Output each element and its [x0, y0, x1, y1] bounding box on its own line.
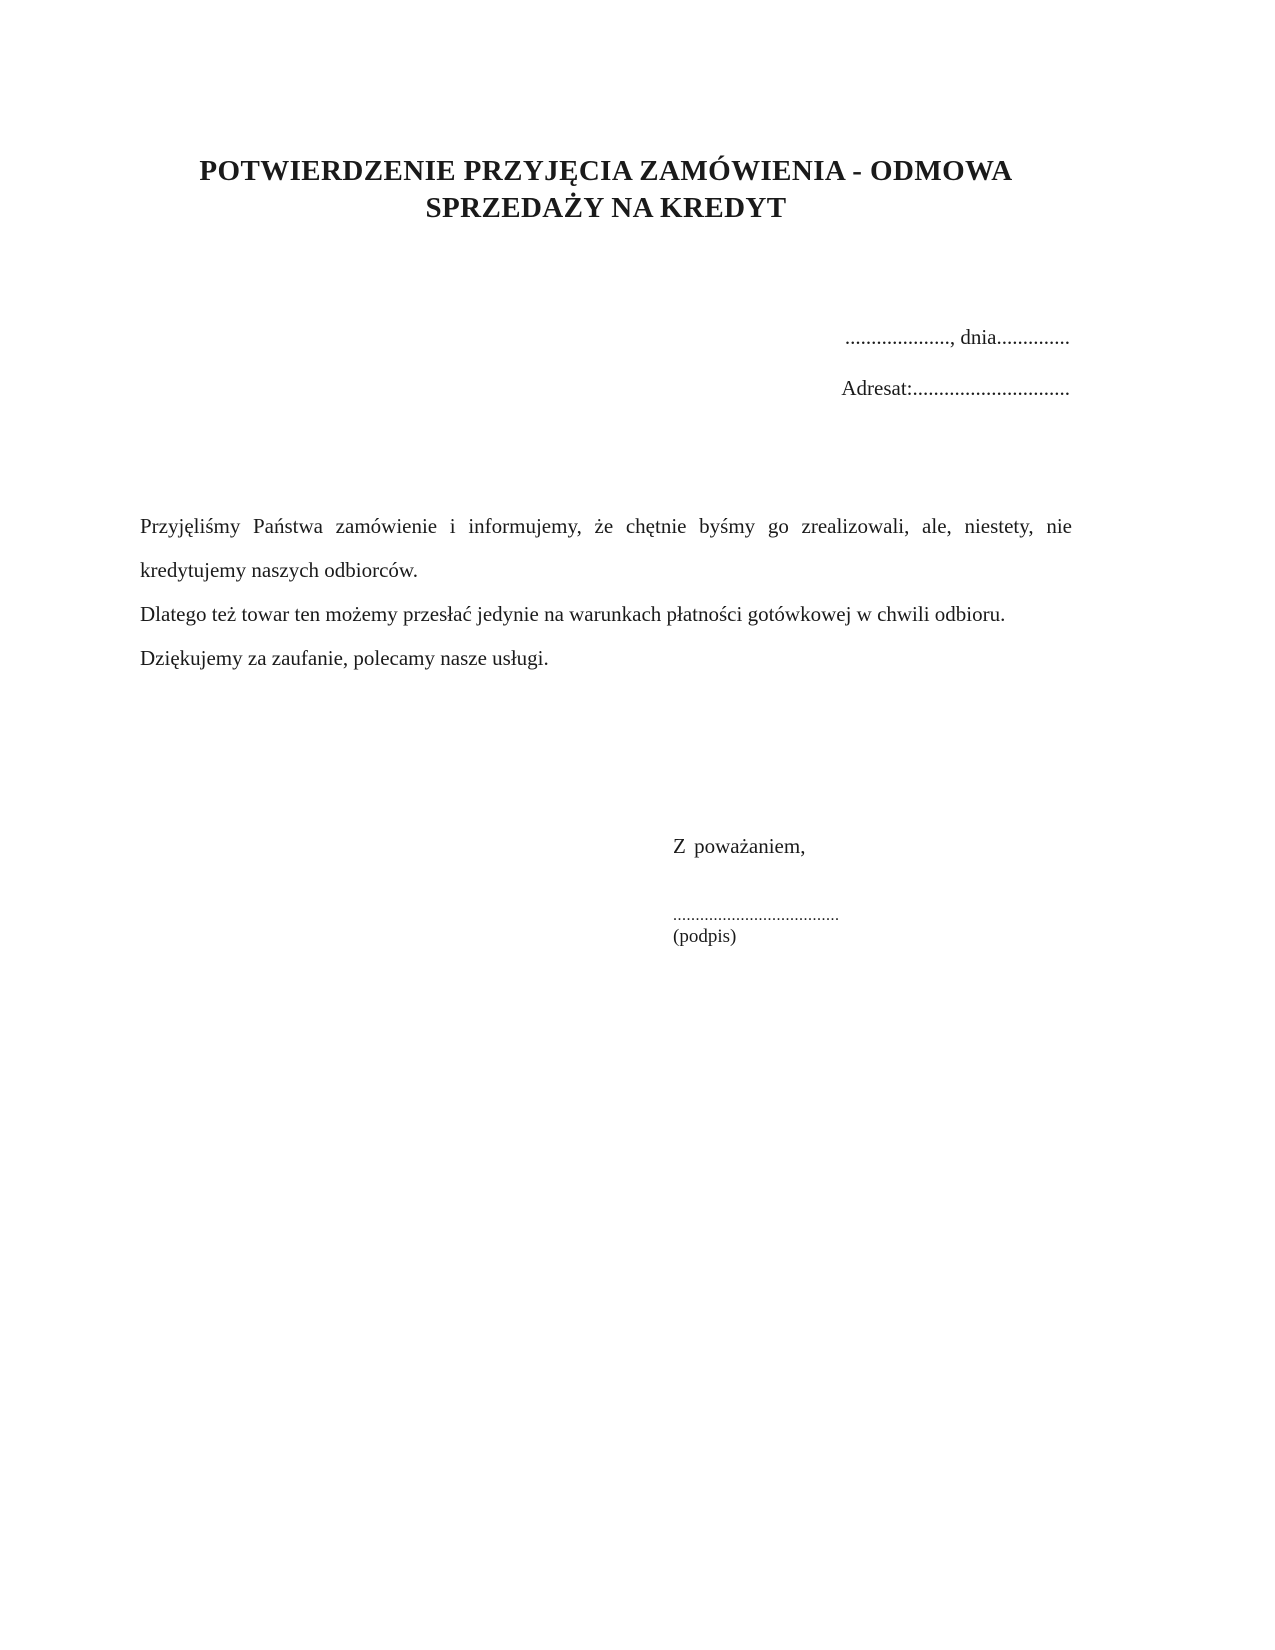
signature-block	[673, 833, 1013, 948]
body-paragraph-3: Dziękujemy za zaufanie, polecamy nasze usługi.	[140, 646, 549, 670]
signature-caption: (podpis)	[673, 926, 737, 947]
document-title	[140, 153, 1072, 227]
letter-header-block	[841, 324, 1070, 401]
body-paragraph-1: Przyjęliśmy Państwa zamówienie i informujemy, że chętnie byśmy go zrealizowali, ale, niestety, nie kredytujemy naszych odbiorców.	[140, 514, 1072, 582]
body-paragraph-2: Dlatego też towar ten możemy przesłać jedynie na warunkach płatności gotówkowej w chwili odbioru.	[140, 602, 1006, 626]
place-date-line: ...................., dnia..............	[844, 325, 1070, 349]
addressee-line: Adresat:..............................	[841, 376, 1070, 400]
title-line-2: SPRZEDAŻY NA KREDYT	[425, 192, 787, 225]
letter-body	[140, 504, 1072, 680]
valediction: Z poważaniem,	[673, 834, 806, 858]
signature-dotted-line: .....................................	[673, 907, 840, 924]
title-line-1: POTWIERDZENIE PRZYJĘCIA ZAMÓWIENIA - ODMOWA	[199, 155, 1013, 188]
